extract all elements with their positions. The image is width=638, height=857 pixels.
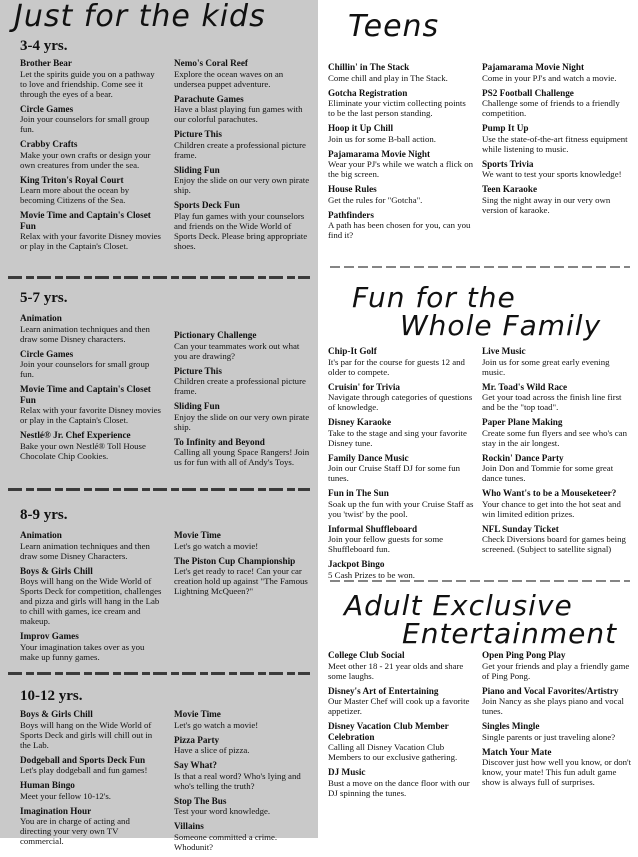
activity-title: Singles Mingle	[482, 721, 540, 731]
kids-10-12-left	[20, 709, 162, 851]
activity-title: Picture This	[174, 129, 222, 139]
activity-title: Circle Games	[20, 348, 74, 359]
activity-title: Nemo's Coral Reef	[174, 58, 248, 68]
activity-title: PS2 Football Challenge	[482, 87, 574, 98]
activity-item	[482, 747, 632, 788]
activity-title: Parachute Games	[174, 93, 244, 104]
age-8-9: 8-9 yrs.	[20, 507, 68, 523]
activity-title: Paper Plane Making	[482, 417, 563, 427]
activity-item	[174, 760, 314, 791]
activity-item	[482, 453, 632, 484]
activity-item	[328, 686, 474, 717]
activity-description: Explore the ocean waves on an undersea puppet adventure.	[174, 68, 284, 89]
activity-item	[20, 709, 162, 750]
activity-title: Gotcha Registration	[328, 87, 408, 98]
activity-description: We want to test your sports knowledge!	[482, 169, 622, 179]
adult-right	[482, 650, 632, 792]
activity-title: Movie Time	[174, 709, 221, 719]
activity-item	[174, 200, 314, 251]
kids-5-7-left	[20, 313, 162, 466]
activity-title: Pajamarama Movie Night	[328, 148, 431, 159]
activity-title: NFL Sunday Ticket	[482, 523, 559, 534]
divider	[8, 276, 310, 279]
activity-description: Single parents or just traveling alone?	[482, 731, 616, 742]
activity-title: Pizza Party	[174, 734, 220, 745]
activity-description: Use the state-of-the-art fitness equipment while listening to music.	[482, 133, 628, 154]
activity-item	[174, 735, 314, 756]
activity-item	[174, 437, 314, 468]
activity-item	[328, 210, 474, 241]
activity-description: Children create a professional picture frame.	[174, 139, 306, 160]
activity-title: Say What?	[174, 760, 217, 770]
activity-description: Navigate through categories of questions of knowledge.	[328, 392, 473, 412]
activity-item	[20, 139, 162, 170]
activity-description: Is that a real word? Who's lying and who's telling the truth?	[174, 770, 301, 791]
activity-description: Make your own crafts or design your own creatures from under the sea.	[20, 149, 151, 170]
activity-title: Piano and Vocal Favorites/Artistry	[482, 685, 619, 696]
activity-title: Villains	[174, 821, 204, 831]
activity-description: Let's go watch a movie!	[174, 719, 259, 730]
teens-left	[328, 62, 474, 245]
kids-8-9-right	[174, 530, 314, 601]
activity-description: Bake your own Nestlé® Toll House Chocolate Chip Cookies.	[20, 440, 146, 461]
activity-item	[20, 210, 162, 251]
activity-title: Cruisin' for Trivia	[328, 381, 400, 392]
activity-description: Let's go watch a movie!	[174, 540, 259, 551]
activity-title: Animation	[20, 313, 62, 323]
activity-item	[20, 806, 162, 847]
activity-title: Movie Time and Captain's Closet Fun	[20, 210, 151, 231]
activity-description: Children create a professional picture frame.	[174, 376, 306, 396]
activity-item	[174, 821, 314, 852]
activity-description: Sing the night away in our very own version of karaoke.	[482, 194, 611, 215]
activity-item	[328, 767, 474, 798]
activity-title: Human Bingo	[20, 780, 75, 790]
activity-description: Test your word knowledge.	[174, 806, 271, 816]
activity-item	[482, 184, 632, 215]
activity-description: Join us for some B-ball action.	[328, 133, 436, 144]
activity-title: Family Dance Music	[328, 452, 409, 463]
activity-item	[328, 650, 474, 681]
activity-item	[328, 184, 474, 205]
family-heading-line1: Fun for the	[352, 281, 516, 314]
activity-description: Join Don and Tommie for some great dance tunes.	[482, 463, 614, 483]
activity-title: Dodgeball and Sports Deck Fun	[20, 754, 146, 765]
activity-description: Relax with your favorite Disney movies or play in the Captain's Closet.	[20, 405, 161, 425]
activity-description: Join our Cruise Staff DJ for some fun tunes.	[328, 463, 461, 483]
activity-title: Pictionary Challenge	[174, 330, 257, 340]
activity-title: Hoop it Up Chill	[328, 123, 394, 133]
activity-description: Have a slice of pizza.	[174, 745, 250, 755]
activity-description: Meet your fellow 10-12's.	[20, 790, 112, 801]
activity-item	[482, 123, 632, 154]
activity-title: Movie Time	[174, 530, 221, 540]
activity-item	[482, 88, 632, 119]
activity-description: Get the rules for "Gotcha".	[328, 194, 423, 205]
activity-item	[174, 129, 314, 160]
activity-title: Sliding Fun	[174, 164, 220, 175]
adult-left	[328, 650, 474, 803]
family-heading-line2: Whole Family	[400, 309, 602, 342]
activity-title: Imagination Hour	[20, 805, 92, 816]
divider	[8, 488, 310, 491]
activity-title: Circle Games	[20, 103, 74, 114]
activity-item	[174, 330, 314, 361]
activity-description: Can your teammates work out what you are drawing?	[174, 340, 300, 361]
activity-title: Chip-It Golf	[328, 346, 377, 356]
activity-description: 5 Cash Prizes to be won.	[328, 569, 415, 580]
activity-description: Let the spirits guide you on a pathway to love and friendship. Come see it through the eyes of a bear.	[20, 68, 155, 99]
activity-description: Join your counselors for small group fun.	[20, 359, 150, 379]
activity-title: Open Ping Pong Play	[482, 650, 566, 660]
activity-item	[20, 430, 162, 461]
activity-description: Let's get ready to race! Can your car creation hold up against "The Famous Lightning McQueen?"	[174, 566, 308, 596]
activity-title: Informal Shuffleboard	[328, 523, 418, 534]
activity-title: Boys & Girls Chill	[20, 565, 93, 576]
activity-title: Jackpot Bingo	[328, 559, 385, 569]
activity-description: Come chill and play in The Stack.	[328, 72, 448, 83]
activity-title: Who Want's to be a Mouseketeer?	[482, 488, 617, 498]
teens-right	[482, 62, 632, 220]
activity-description: A path has been chosen for you, can you find it?	[328, 220, 471, 240]
activity-description: Meet other 18 - 21 year olds and share some laughs.	[328, 660, 464, 681]
activity-description: Boys will hang on the Wide World of Sports Deck for competition, challenges and pizza and girls will hang in the Lab to chill with games, ice cream and makeup.	[20, 576, 162, 626]
activity-title: Crabby Crafts	[20, 139, 78, 149]
family-left	[328, 346, 474, 585]
activity-title: Sports Deck Fun	[174, 200, 240, 210]
activity-item	[328, 488, 474, 519]
activity-title: Disney's Art of Entertaining	[328, 685, 439, 696]
activity-title: Animation	[20, 530, 62, 540]
kids-3-4-right	[174, 58, 314, 256]
activity-item	[482, 524, 632, 555]
activity-item	[174, 366, 314, 397]
teens-heading: Teens	[348, 9, 440, 44]
activity-item	[20, 175, 162, 206]
activity-description: Discover just how well you know, or don't know, your mate! This fun adult game show is always full of surprises.	[482, 757, 632, 787]
activity-item	[328, 453, 474, 484]
activity-item	[174, 165, 314, 196]
activity-title: King Triton's Royal Court	[20, 174, 124, 185]
activity-description: Relax with your favorite Disney movies or play in the Captain's Closet.	[20, 231, 161, 251]
activity-title: The Piston Cup Championship	[174, 555, 296, 566]
activity-title: Improv Games	[20, 631, 79, 641]
activity-description: Get your friends and play a friendly game of Ping Pong.	[482, 660, 630, 681]
activity-item	[328, 88, 474, 119]
activity-description: Enjoy the slide on our very own pirate ship.	[174, 411, 310, 432]
activity-title: Boys & Girls Chill	[20, 709, 93, 719]
activity-title: To Infinity and Beyond	[174, 436, 265, 447]
activity-title: DJ Music	[328, 767, 366, 777]
adult-heading-line1: Adult Exclusive	[344, 589, 573, 622]
activity-item	[174, 401, 314, 432]
activity-item	[20, 780, 162, 801]
activity-item	[482, 721, 632, 742]
activity-description: Your imagination takes over as you make up funny games.	[20, 641, 145, 662]
activity-item	[20, 349, 162, 380]
activity-item	[328, 123, 474, 144]
activity-item	[328, 62, 474, 83]
family-right	[482, 346, 632, 559]
activity-description: Let's play dodgeball and fun games!	[20, 765, 148, 775]
activity-description: Soak up the fun with your Cruise Staff as you 'twist' by the pool.	[328, 498, 474, 519]
divider	[8, 672, 310, 675]
activity-description: Challenge some of friends to a friendly competition.	[482, 98, 620, 118]
activity-description: Bust a move on the dance floor with our DJ spinning the tunes.	[328, 777, 470, 798]
activity-item	[328, 346, 474, 377]
activity-title: Brother Bear	[20, 58, 72, 68]
activity-description: You are in charge of acting and directing your very own TV commercial.	[20, 816, 130, 846]
activity-item	[482, 686, 632, 717]
activity-item	[174, 556, 314, 597]
activity-item	[174, 94, 314, 125]
activity-item	[482, 488, 632, 519]
activity-item	[328, 382, 474, 413]
activity-title: Nestlé® Jr. Chef Experience	[20, 430, 131, 440]
activity-description: Boys will hang on the Wide World of Sports Deck and girls will chill out in the Lab.	[20, 719, 153, 750]
activity-description: Enjoy the slide on our very own pirate ship.	[174, 175, 310, 195]
activity-title: Live Music	[482, 346, 526, 356]
activity-description: Play fun games with your counselors and friends on the Wide World of Sports Deck. Please bring appropriate shoes.	[174, 210, 308, 251]
activity-item	[20, 755, 162, 776]
activity-description: Get your toad across the finish line first and be the "top toad".	[482, 392, 622, 412]
activity-description: Learn more about the ocean by becoming Citizens of the Sea.	[20, 185, 130, 205]
activity-title: College Club Social	[328, 650, 405, 660]
kids-5-7-right	[174, 330, 314, 472]
activity-item	[20, 313, 162, 344]
activity-title: Disney Karaoke	[328, 417, 392, 427]
activity-description: It's par for the course for guests 12 and older to compete.	[328, 356, 465, 377]
activity-title: Pump It Up	[482, 123, 529, 133]
activity-item	[328, 149, 474, 180]
activity-title: Chillin' in The Stack	[328, 62, 410, 72]
activity-item	[174, 58, 314, 89]
activity-item	[174, 796, 314, 817]
activity-description: Learn animation techniques and then draw some Disney characters.	[20, 323, 150, 344]
activity-title: Sliding Fun	[174, 401, 220, 411]
activity-description: Your chance to get into the hot seat and win limited edition prizes.	[482, 498, 621, 519]
activity-description: Join Nancy as she plays piano and vocal tunes.	[482, 696, 624, 716]
activity-description: Join your counselors for small group fun.	[20, 114, 150, 134]
activity-item	[20, 58, 162, 99]
activity-title: Stop The Bus	[174, 795, 227, 806]
activity-item	[20, 384, 162, 425]
activity-item	[482, 346, 632, 377]
activity-item	[482, 62, 632, 83]
activity-item	[20, 566, 162, 627]
activity-title: Disney Vacation Club Member Celebration	[328, 721, 449, 742]
activity-description: Join us for some great early evening music.	[482, 356, 610, 377]
activity-item	[20, 530, 162, 561]
activity-description: Someone committed a crime. Whodunit?	[174, 831, 278, 852]
activity-title: Match Your Mate	[482, 746, 552, 757]
activity-item	[482, 159, 632, 180]
activity-description: Wear your PJ's while we watch a flick on the big screen.	[328, 159, 474, 179]
activity-description: Join your fellow guests for some Shuffleboard fun.	[328, 534, 444, 554]
activity-description: Check Diversions board for games being screened. (Subject to satellite signal)	[482, 534, 626, 554]
activity-item	[482, 650, 632, 681]
activity-item	[328, 524, 474, 555]
activity-item	[328, 721, 474, 762]
activity-title: Rockin' Dance Party	[482, 452, 564, 463]
age-10-12: 10-12 yrs.	[20, 688, 83, 704]
activity-title: Sports Trivia	[482, 158, 534, 169]
activity-description: Eliminate your victim collecting points to be the last person standing.	[328, 98, 466, 118]
kids-3-4-left	[20, 58, 162, 256]
activity-description: Come in your PJ's and watch a movie.	[482, 72, 617, 83]
kids-10-12-right	[174, 709, 314, 857]
kids-8-9-left	[20, 530, 162, 667]
divider	[330, 580, 630, 582]
activity-title: Picture This	[174, 365, 222, 376]
activity-item	[328, 417, 474, 448]
activity-description: Create some fun flyers and see who's can stay in the air longest.	[482, 427, 627, 448]
activity-description: Learn animation techniques and then draw some Disney Characters.	[20, 540, 150, 561]
activity-item	[174, 530, 314, 551]
activity-description: Our Master Chef will cook up a favorite appetizer.	[328, 696, 470, 716]
activity-item	[328, 559, 474, 580]
activity-item	[482, 417, 632, 448]
activity-title: Teen Karaoke	[482, 184, 538, 194]
activity-title: Movie Time and Captain's Closet Fun	[20, 384, 151, 405]
activity-description: Calling all Disney Vacation Club Members to our exclusive gathering.	[328, 742, 458, 762]
adult-heading-line2: Entertainment	[402, 617, 618, 650]
activity-item	[20, 104, 162, 135]
kids-heading: Just for the kids	[14, 0, 266, 34]
activity-description: Have a blast playing fun games with our colorful parachutes.	[174, 104, 303, 124]
activity-title: Pajamarama Movie Night	[482, 62, 585, 72]
activity-title: House Rules	[328, 184, 377, 194]
activity-title: Mr. Toad's Wild Race	[482, 381, 568, 392]
activity-item	[174, 709, 314, 730]
age-3-4: 3-4 yrs.	[20, 38, 68, 54]
activity-title: Fun in The Sun	[328, 488, 389, 498]
activity-description: Take to the stage and sing your favorite Disney tune.	[328, 427, 467, 448]
activity-item	[482, 382, 632, 413]
age-5-7: 5-7 yrs.	[20, 290, 68, 306]
activity-description: Calling all young Space Rangers! Join us for fun with all of Andy's Toys.	[174, 447, 310, 467]
activity-title: Pathfinders	[328, 209, 374, 220]
activity-item	[20, 631, 162, 662]
divider	[330, 266, 630, 268]
